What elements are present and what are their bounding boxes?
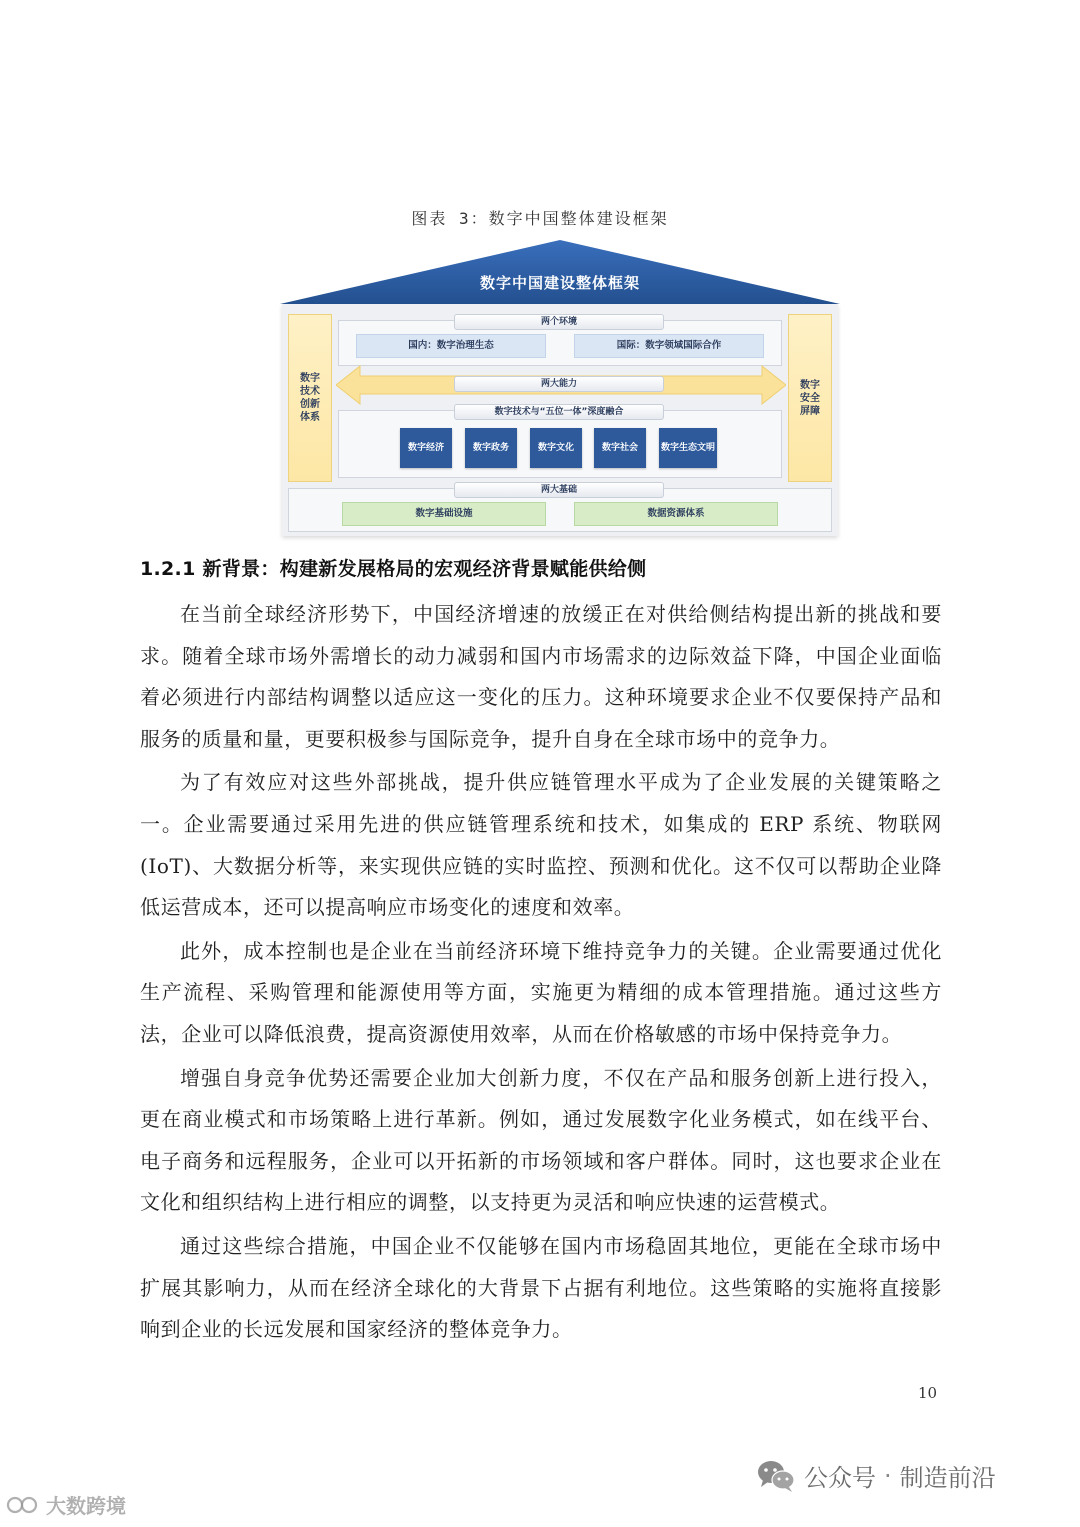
- figure-caption: 图表 3：数字中国整体建设框架: [411, 209, 669, 228]
- watermark-logo-icon: [6, 1494, 40, 1516]
- foundation-tag: 两大基础: [454, 482, 664, 498]
- watermark-left-text: 大数跨境: [46, 1494, 126, 1518]
- watermark-separator: ·: [884, 1461, 892, 1490]
- international-box: 国际：数字领域国际合作: [574, 334, 764, 358]
- wechat-icon: [756, 1459, 796, 1493]
- watermark-right-name: 制造前沿: [899, 1464, 996, 1492]
- watermark-left: [6, 1490, 126, 1519]
- watermark-right-prefix: 公众号: [804, 1464, 876, 1492]
- capability-item: 数字文化: [530, 428, 582, 468]
- roof-title: 数字中国建设整体框架: [479, 274, 640, 292]
- framework-diagram: [278, 238, 842, 538]
- environment-tag: 两个环境: [454, 314, 664, 330]
- body-text: [140, 594, 942, 1353]
- foundation-item: 数字基础设施: [342, 502, 546, 526]
- watermark-right: [756, 1458, 996, 1493]
- right-pillar-label: 数字安全屏障: [800, 379, 820, 417]
- foundation-item: 数据资源体系: [574, 502, 778, 526]
- paragraph: 此外，成本控制也是企业在当前经济环境下维持竞争力的关键。企业需要通过优化生产流程、采购管理和能源使用等方面，实施更为精细的成本管理措施。通过这些方法，企业可以降低浪费，提高资源使用效率，从而在价格敏感的市场中保持竞争力。: [140, 938, 942, 1046]
- domestic-box: 国内：数字治理生态: [356, 334, 546, 358]
- left-pillar: [288, 314, 332, 482]
- paragraph: 增强自身竞争优势还需要企业加大创新力度，不仅在产品和服务创新上进行投入，更在商业模式和市场策略上进行革新。例如，通过发展数字化业务模式，如在线平台、电子商务和远程服务，企业可以开拓新的市场领域和客户群体。同时，这也要求企业在文化和组织结构上进行相应的调整，以支持更为灵活和响应快速的运营模式。: [140, 1065, 942, 1215]
- capability-item: 数字生态文明: [659, 428, 717, 468]
- paragraph: 为了有效应对这些外部挑战，提升供应链管理水平成为了企业发展的关键策略之一。企业需要通过采用先进的供应链管理系统和技术，如集成的 ERP 系统、物联网(IoT)、大数据分析等，来实现供应链的实时监控、预测和优化。这不仅可以帮助企业降低运营成本，还可以提高响应市场变化的速度和效率。: [140, 770, 942, 920]
- capability-item: 数字经济: [400, 428, 452, 468]
- paragraph: 在当前全球经济形势下，中国经济增速的放缓正在对供给侧结构提出新的挑战和要求。随着全球市场外需增长的动力减弱和国内市场需求的边际效益下降，中国企业面临着必须进行内部结构调整以适应这一变化的压力。这种环境要求企业不仅要保持产品和服务的质量和量，更要积极参与国际竞争，提升自身在全球市场中的竞争力。: [140, 602, 942, 751]
- right-pillar: [788, 314, 832, 482]
- capability-item: 数字社会: [594, 428, 646, 468]
- paragraph: 通过这些综合措施，中国企业不仅能够在国内市场稳固其地位，更能在全球市场中扩展其影响力，从而在经济全球化的大背景下占据有利地位。这些策略的实施将直接影响到企业的长远发展和国家经济的整体竞争力。: [140, 1233, 942, 1342]
- page-number: 10: [918, 1384, 938, 1402]
- section-heading: 1.2.1 新背景：构建新发展格局的宏观经济背景赋能供给侧: [140, 558, 647, 580]
- integration-tag: 数字技术与“五位一体”深度融合: [454, 404, 664, 420]
- left-pillar-label: 数字技术创新体系: [300, 373, 320, 423]
- capability-item: 数字政务: [465, 428, 517, 468]
- capability-tag: 两大能力: [454, 376, 664, 392]
